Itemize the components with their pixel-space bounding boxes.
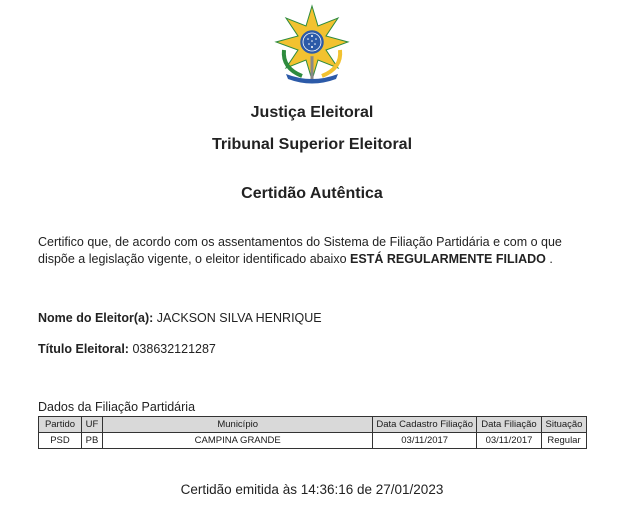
- paragraph-end: .: [545, 252, 553, 266]
- certification-paragraph: [38, 234, 598, 268]
- org-title: Justiça Eleitoral: [250, 104, 374, 121]
- status-bold-text: ESTÁ REGULARMENTE FILIADO: [350, 252, 546, 266]
- affiliation-section-title: Dados da Filiação Partidária: [38, 400, 196, 414]
- coat-of-arms-icon: [272, 4, 352, 84]
- col-header-uf: UF: [82, 417, 103, 433]
- col-header-status: Situação: [542, 417, 587, 433]
- col-header-registration-date: Data Cadastro Filiação: [373, 417, 477, 433]
- affiliation-table: [38, 416, 587, 449]
- elector-name-label: Nome do Eleitor(a):: [38, 311, 154, 325]
- elector-name-value: JACKSON SILVA HENRIQUE: [153, 311, 322, 325]
- col-header-party: Partido: [39, 417, 82, 433]
- cell-municipality: CAMPINA GRANDE: [103, 433, 373, 449]
- cell-affiliation-date: 03/11/2017: [477, 433, 542, 449]
- paragraph-text: Certifico que, de acordo com os assentamentos do Sistema de Filiação Partidária e com o que dispõe a legislação vigente, o eleitor identificado abaixo: [38, 235, 562, 266]
- col-header-municipality: Município: [103, 417, 373, 433]
- court-title: Tribunal Superior Eleitoral: [211, 136, 413, 153]
- cell-registration-date: 03/11/2017: [373, 433, 477, 449]
- col-header-affiliation-date: Data Filiação: [477, 417, 542, 433]
- issued-timestamp: Certidão emitida às 14:36:16 de 27/01/2023: [180, 482, 444, 497]
- document-title: Certidão Autêntica: [241, 185, 383, 202]
- table-header-row: [39, 417, 587, 433]
- cell-party: PSD: [39, 433, 82, 449]
- table-row: [39, 433, 587, 449]
- elector-title-field: [38, 342, 216, 356]
- cell-uf: PB: [82, 433, 103, 449]
- elector-title-value: 038632121287: [128, 342, 216, 356]
- elector-name-field: [38, 311, 322, 325]
- elector-title-label: Título Eleitoral:: [38, 342, 129, 356]
- cell-status: Regular: [542, 433, 587, 449]
